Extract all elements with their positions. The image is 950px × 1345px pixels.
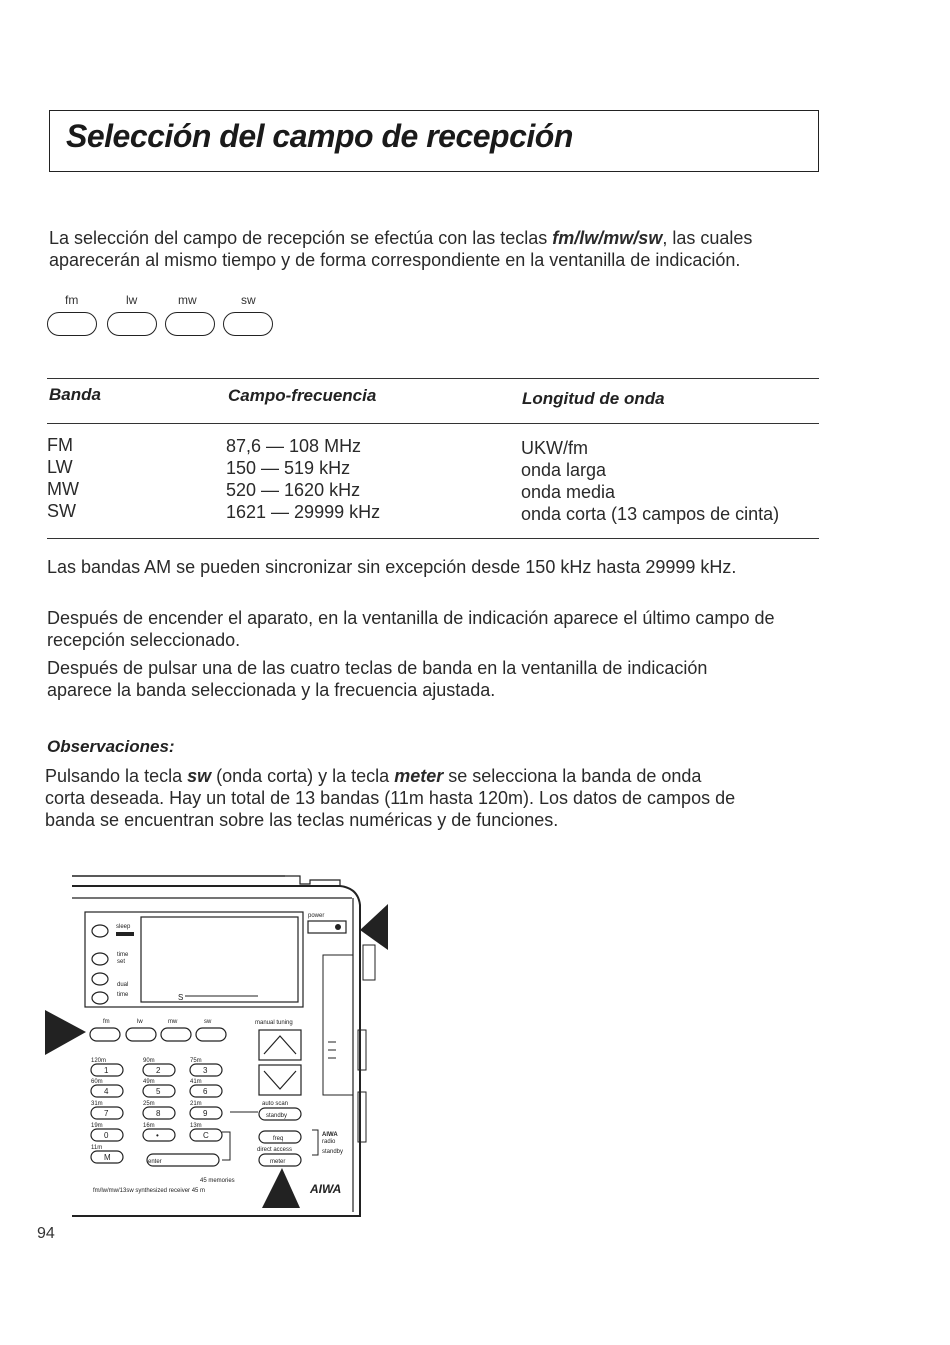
after-power-line2: recepción seleccionado. — [47, 630, 241, 650]
keypad-band-label: 16m — [143, 1123, 155, 1129]
mw-key-icon — [165, 312, 215, 336]
dev-lw-key[interactable] — [126, 1028, 156, 1041]
keypad-band-label: 49m — [143, 1079, 155, 1085]
frequency-cell — [226, 435, 380, 523]
keypad-key-label: 6 — [203, 1087, 208, 1096]
keypad-key-label: 2 — [156, 1066, 161, 1075]
chevron-down-icon — [264, 1071, 296, 1089]
intro-paragraph — [49, 227, 839, 271]
keypad-band-label: 25m — [143, 1101, 155, 1107]
after-power-line1: Después de encender el aparato, en la ventanilla de indicación aparece el último campo de — [47, 608, 775, 628]
receiver-front-panel-diagram — [40, 865, 400, 1225]
table-bottom-rule — [47, 538, 819, 539]
radio-standby-bracket — [312, 1130, 318, 1155]
keypad-band-label: 120m — [91, 1058, 107, 1064]
notes-heading: Observaciones: — [47, 737, 175, 756]
signal-s-label: S — [178, 993, 184, 1002]
keypad-band-label: 60m — [91, 1079, 103, 1085]
keypad-key-label: 0 — [104, 1131, 109, 1140]
radio-label: radio — [322, 1139, 336, 1145]
power-label: power — [308, 913, 325, 919]
dev-fm-key[interactable] — [90, 1028, 120, 1041]
direct-access-label: direct access — [257, 1147, 293, 1153]
table-cell: LW — [47, 457, 73, 477]
keypad-key[interactable] — [143, 1129, 175, 1141]
keypad-key-label: 4 — [104, 1087, 109, 1096]
sleep-indicator — [116, 932, 134, 936]
keypad-key-label: 1 — [104, 1066, 109, 1075]
notes-line3: banda se encuentran sobre las teclas numéricas y de funciones. — [45, 810, 559, 830]
after-band-paragraph — [47, 657, 707, 701]
after-band-line2: aparece la banda seleccionada y la frecuencia ajustada. — [47, 680, 496, 700]
lcd-window — [141, 917, 298, 1002]
dual-time-button[interactable] — [92, 992, 108, 1004]
table-cell: FM — [47, 435, 73, 455]
chevron-up-icon — [264, 1036, 296, 1054]
dev-lw-label: lw — [137, 1019, 143, 1025]
keypad-band-label: 41m — [190, 1079, 202, 1085]
auto-scan-label: auto scan — [262, 1101, 289, 1107]
keypad-key-label: 9 — [203, 1109, 208, 1118]
keypad-band-label: 11m — [91, 1145, 103, 1151]
band-cell — [47, 434, 79, 522]
header-frequency: Campo-frecuencia — [228, 386, 377, 405]
intro-keys: fm/lw/mw/sw — [552, 228, 663, 248]
standby2-label: standby — [322, 1149, 344, 1155]
dev-sw-key[interactable] — [196, 1028, 226, 1041]
bracket-line — [222, 1132, 230, 1160]
keypad-key-label: 7 — [104, 1109, 109, 1118]
notes-line2: corta deseada. Hay un total de 13 bandas (11m hasta 120m). Los datos de campos de — [45, 788, 736, 808]
meter-label: meter — [270, 1159, 286, 1165]
keypad-band-label: 13m — [190, 1123, 202, 1129]
table-cell: 150 — 519 kHz — [226, 458, 351, 478]
side-jack — [363, 945, 375, 980]
fm-key-icon — [47, 312, 97, 336]
table-cell: 87,6 — 108 MHz — [226, 436, 362, 456]
key-label-mw: mw — [178, 293, 197, 307]
intro-text-b: , las cuales — [662, 228, 753, 248]
notes-sw-key: sw — [187, 766, 212, 786]
key-label-fm: fm — [65, 293, 79, 307]
right-control-strip — [323, 955, 353, 1095]
dev-fm-label: fm — [103, 1019, 110, 1025]
keypad-band-label: 75m — [190, 1058, 202, 1064]
after-band-line1: Después de pulsar una de las cuatro teclas de banda en la ventanilla de indicación — [47, 658, 708, 678]
notes-meter-key: meter — [394, 766, 444, 786]
dev-sw-label: sw — [204, 1019, 212, 1025]
table-cell: onda media — [521, 482, 616, 502]
table-cell: onda corta (13 campos de cinta) — [521, 504, 780, 524]
intro-text-a: La selección del campo de recepción se efectúa con las teclas — [49, 228, 553, 248]
meter-pointer-arrow-icon — [262, 1168, 300, 1208]
lw-key-icon — [107, 312, 157, 336]
table-cell: UKW/fm — [521, 438, 588, 458]
key-label-sw: sw — [241, 293, 256, 307]
time-label: time — [117, 952, 129, 958]
sleep-label: sleep — [116, 924, 131, 930]
keypad-key-label: • — [156, 1131, 159, 1140]
keypad-key-label: 8 — [156, 1109, 161, 1118]
keypad-key-label: 3 — [203, 1066, 208, 1075]
table-header-rule — [47, 423, 819, 424]
keypad-band-label: 19m — [91, 1123, 103, 1129]
table-cell: 1621 — 29999 kHz — [226, 502, 381, 522]
page-title: Selección del campo de recepción — [66, 118, 573, 154]
aiwa-small-logo: AIWA — [322, 1132, 338, 1138]
keypad-band-label: 31m — [91, 1101, 103, 1107]
dual-button[interactable] — [92, 973, 108, 985]
header-band: Banda — [49, 385, 101, 404]
memories-label: 45 memories — [200, 1178, 235, 1184]
am-sync-text: Las bandas AM se pueden sincronizar sin excepción desde 150 kHz hasta 29999 kHz. — [47, 557, 737, 577]
table-top-rule — [47, 378, 819, 379]
time-set-button[interactable] — [92, 953, 108, 965]
keypad-key-label: C — [203, 1131, 209, 1140]
power-pointer-arrow-icon — [360, 904, 388, 950]
table-cell: onda larga — [521, 460, 607, 480]
table-cell: MW — [47, 479, 79, 499]
mode-indicator-icon — [328, 1042, 336, 1058]
freq-label: freq — [273, 1136, 284, 1142]
model-label: fm/lw/mw/13sw synthesized receiver 45 m — [93, 1188, 206, 1194]
band-keys-pointer-arrow-icon — [45, 1010, 86, 1055]
wavelength-cell — [521, 437, 779, 525]
table-cell: 520 — 1620 kHz — [226, 480, 361, 500]
antenna-clip — [285, 876, 340, 886]
table-cell: SW — [47, 501, 76, 521]
tune-down-button[interactable] — [259, 1065, 301, 1095]
enter-label: enter — [148, 1159, 162, 1165]
header-wavelength: Longitud de onda — [522, 389, 665, 408]
dual-label: dual — [117, 982, 129, 988]
dev-mw-label: mw — [168, 1019, 178, 1025]
keypad-band-label: 90m — [143, 1058, 155, 1064]
numeric-keypad — [91, 1058, 222, 1163]
intro-line2: aparecerán al mismo tiempo y de forma correspondiente en la ventanilla de indicación. — [49, 250, 741, 270]
key-label-lw: lw — [126, 293, 138, 307]
sw-key-icon — [223, 312, 273, 336]
notes-paragraph — [45, 765, 735, 831]
notes-text-a: Pulsando la tecla — [45, 766, 188, 786]
notes-text-c: se selecciona la banda de onda — [443, 766, 702, 786]
keypad-band-label: 21m — [190, 1101, 202, 1107]
page-number: 94 — [37, 1225, 55, 1242]
device-case — [72, 886, 360, 1216]
keypad-key-label: 5 — [156, 1087, 161, 1096]
notes-text-b: (onda corta) y la tecla — [211, 766, 395, 786]
standby-label: standby — [266, 1113, 288, 1119]
tune-up-button[interactable] — [259, 1030, 301, 1060]
keypad-key-label: M — [104, 1153, 111, 1162]
sleep-button[interactable] — [92, 925, 108, 937]
dev-mw-key[interactable] — [161, 1028, 191, 1041]
after-power-paragraph — [47, 607, 774, 651]
manual-tuning-label: manual tuning — [255, 1020, 293, 1026]
dual-time-label: time — [117, 992, 129, 998]
aiwa-logo: AIWA — [310, 1182, 342, 1196]
power-knob-icon — [335, 924, 341, 930]
set-label: set — [117, 959, 126, 965]
